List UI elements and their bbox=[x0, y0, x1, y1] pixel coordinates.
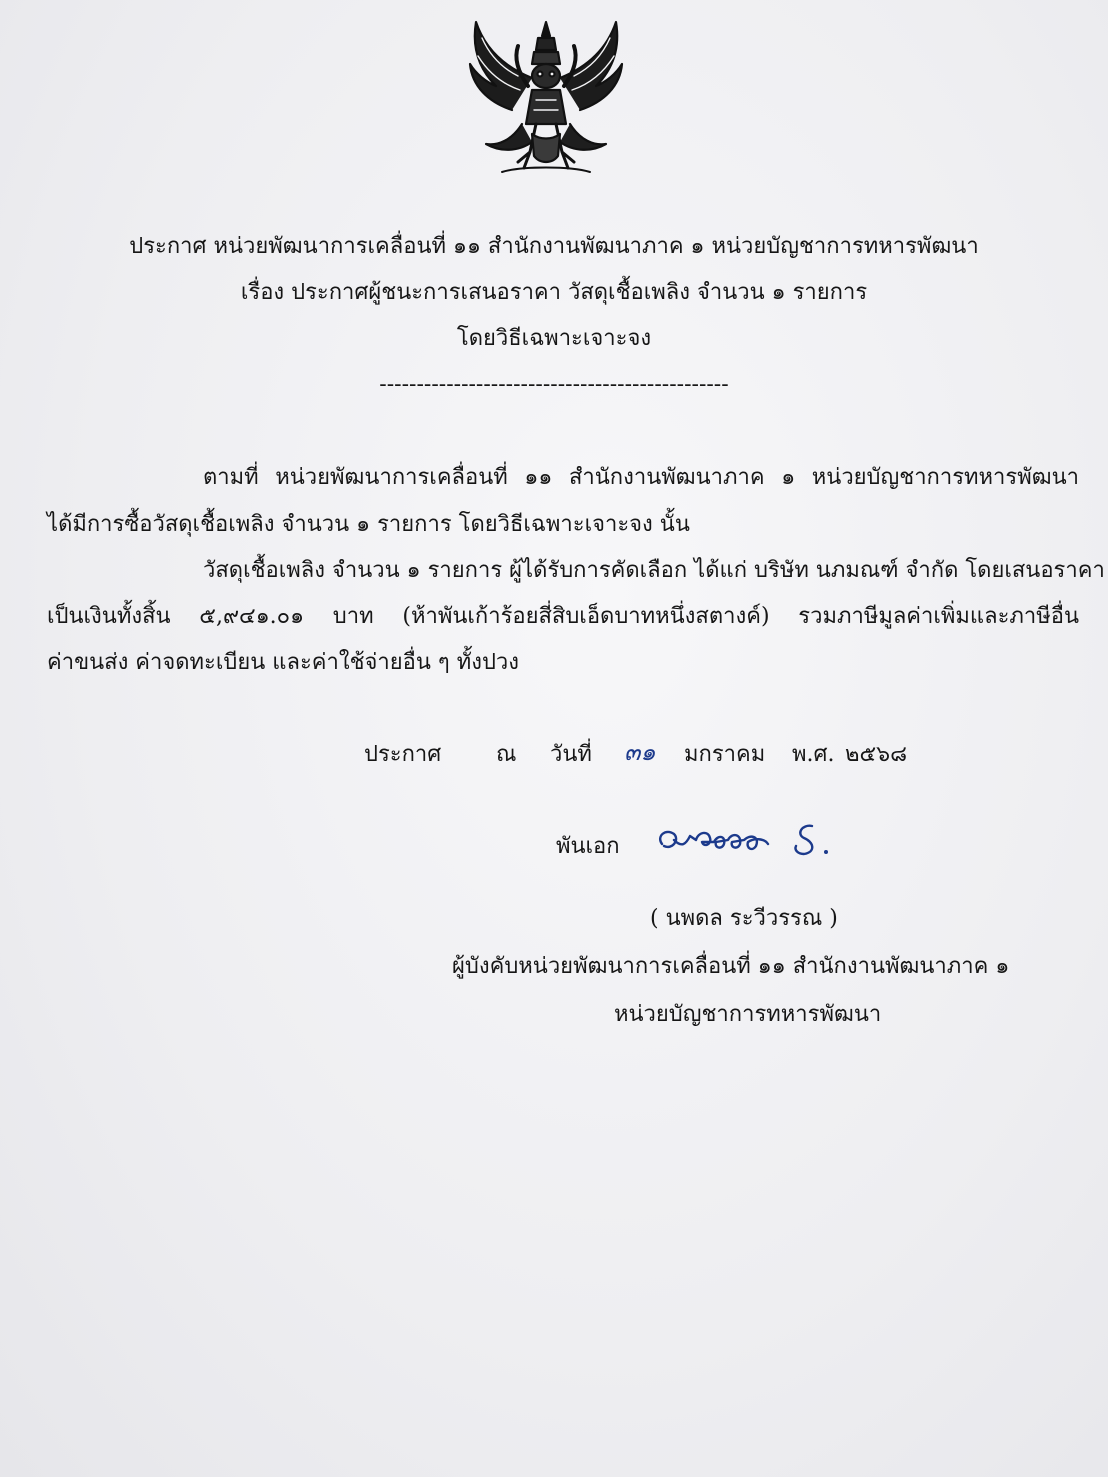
signer-name: ( นพดล ระวีวรรณ ) bbox=[650, 906, 838, 931]
date-at-label: ณ bbox=[496, 742, 517, 767]
paragraph-2-line-1: วัสดุเชื้อเพลิง จำนวน ๑ รายการ ผู้ได้รับการคัดเลือก ได้แก่ บริษัท นภมณฑ์ จำกัด โดยเสนอราคา bbox=[203, 558, 1105, 583]
paragraph-1-line-1: ตามที่ หน่วยพัฒนาการเคลื่อนที่ ๑๑ สำนักงานพัฒนาภาค ๑ หน่วยบัญชาการทหารพัฒนา bbox=[203, 465, 1079, 490]
announcement-title: ประกาศ หน่วยพัฒนาการเคลื่อนที่ ๑๑ สำนักงานพัฒนาภาค ๑ หน่วยบัญชาการทหารพัฒนา bbox=[129, 234, 979, 259]
procurement-method: โดยวิธีเฉพาะเจาะจง bbox=[456, 326, 652, 351]
paragraph-2-line-2: เป็นเงินทั้งสิ้น ๕,๙๔๑.๐๑ บาท (ห้าพันเก้าร้อยสี่สิบเอ็ดบาทหนึ่งสตางค์) รวมภาษีมูลค่าเพิ่มและภาษีอื่น bbox=[47, 604, 1079, 629]
signer-position-line-2: หน่วยบัญชาการทหารพัฒนา bbox=[614, 1002, 882, 1027]
garuda-emblem-icon bbox=[462, 16, 630, 184]
signer-position-line-1: ผู้บังคับหน่วยพัฒนาการเคลื่อนที่ ๑๑ สำนักงานพัฒนาภาค ๑ bbox=[452, 954, 1010, 979]
paragraph-1-line-2: ได้มีการซื้อวัสดุเชื้อเพลิง จำนวน ๑ รายการ โดยวิธีเฉพาะเจาะจง นั้น bbox=[47, 512, 690, 537]
date-day-label: วันที่ bbox=[550, 742, 592, 767]
handwritten-day: ๓๑ bbox=[624, 738, 656, 766]
announcement-subject: เรื่อง ประกาศผู้ชนะการเสนอราคา วัสดุเชื้อเพลิง จำนวน ๑ รายการ bbox=[240, 280, 868, 305]
handwritten-signature bbox=[652, 814, 842, 864]
header-separator: ----------------------------------------------- bbox=[379, 372, 729, 397]
signer-rank: พันเอก bbox=[556, 834, 620, 859]
date-announce-label: ประกาศ bbox=[364, 742, 442, 767]
date-era: พ.ศ. bbox=[792, 742, 835, 767]
date-month: มกราคม bbox=[684, 742, 766, 767]
date-year: ๒๕๖๘ bbox=[845, 742, 908, 767]
paragraph-2-line-3: ค่าขนส่ง ค่าจดทะเบียน และค่าใช้จ่ายอื่น ๆ ทั้งปวง bbox=[47, 650, 520, 675]
